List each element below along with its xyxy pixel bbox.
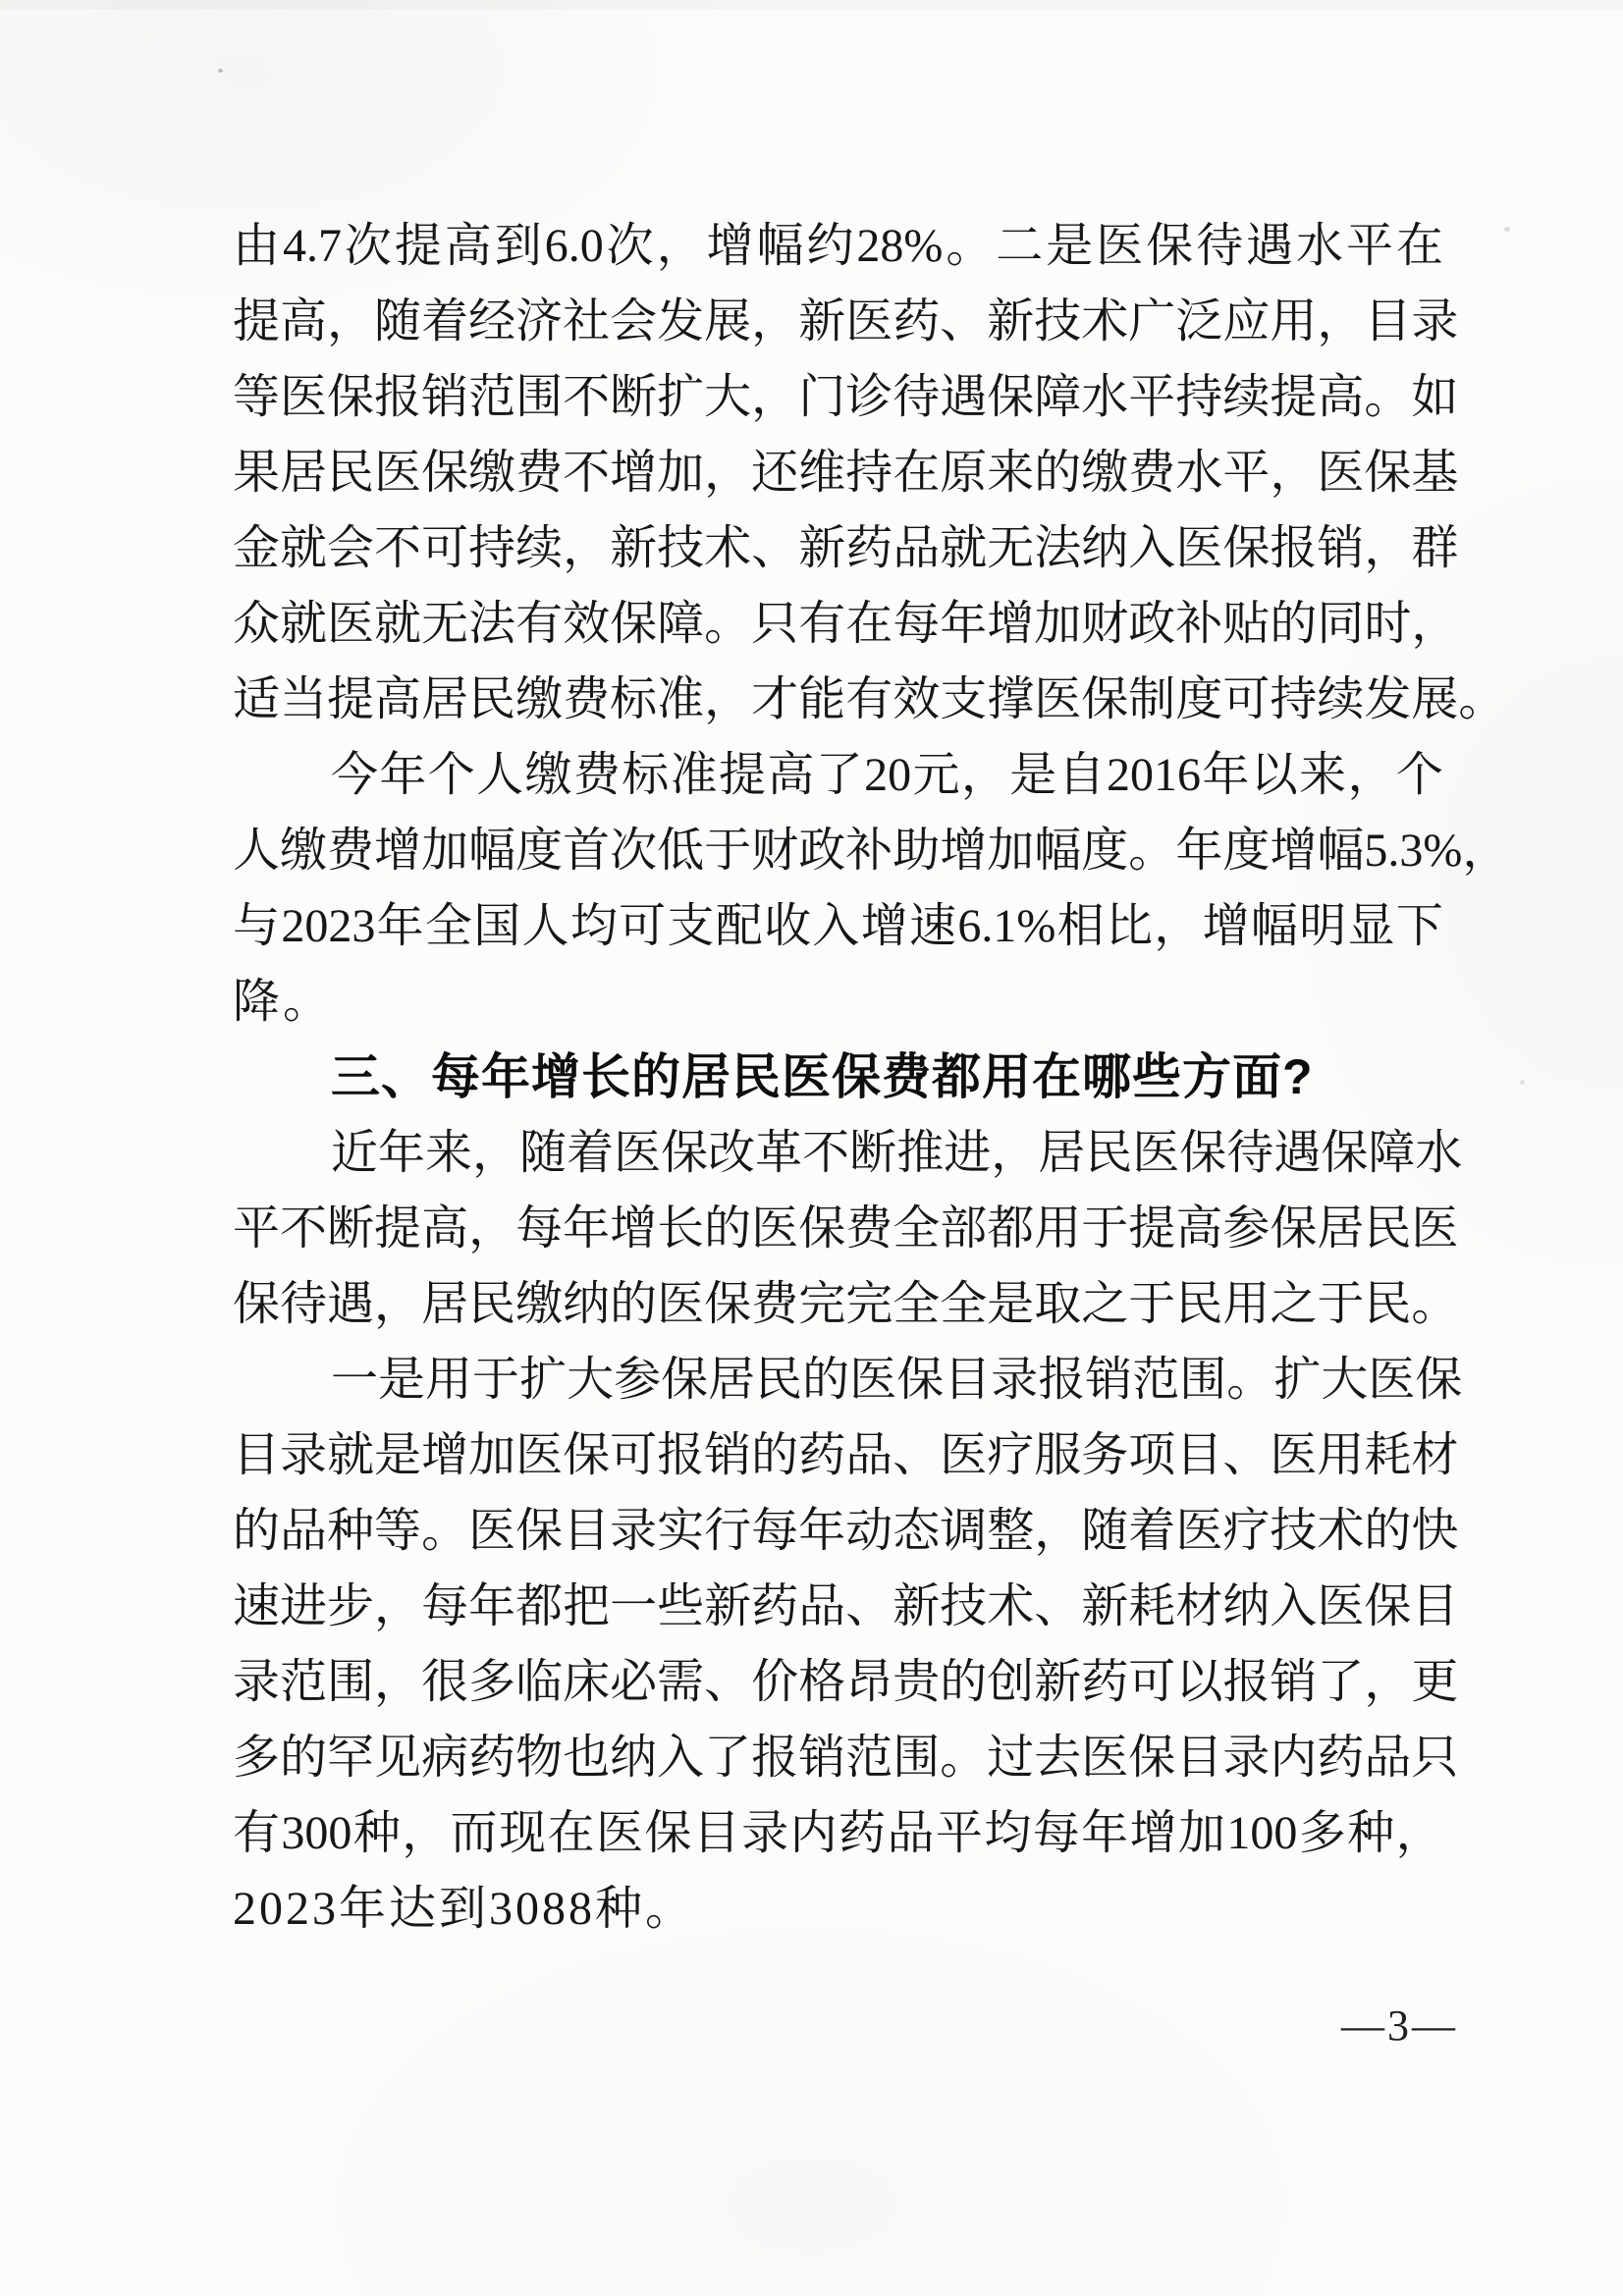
- text-line: 的 品 种 等 。 医 保 目 录 实 行 每 年 动 态 调 整 ， 随 着 医 疗 技 术 的 快: [233, 1505, 1459, 1557]
- text-line: 与 2023 年 全 国 人 均 可 支 配 收 入 增 速 6.1% 相 比 ， 增 幅 明 显 下: [233, 900, 1443, 952]
- text-line: 目 录 就 是 增 加 医 保 可 报 销 的 药 品 、 医 疗 服 务 项 目 、 医 用 耗 材: [233, 1429, 1459, 1481]
- text-line: 众 就 医 就 无 法 有 效 保 障 。 只 有 在 每 年 增 加 财 政 补 贴 的 同 时 ，: [233, 598, 1459, 650]
- text-line: 2023年达到3088种。: [233, 1883, 696, 1935]
- text-line: 提 高 ， 随 着 经 济 社 会 发 展 ， 新 医 药 、 新 技 术 广 泛 应 用 ， 目 录: [233, 295, 1459, 347]
- scan-speck: [1504, 227, 1510, 232]
- text-line: 录 范 围 ， 很 多 临 床 必 需 、 价 格 昂 贵 的 创 新 药 可 以 报 销 了 ， 更: [233, 1656, 1459, 1708]
- page-number: —3—: [1341, 2002, 1458, 2050]
- document-text: [233, 208, 1510, 1947]
- text-line: 速 进 步 ， 每 年 都 把 一 些 新 药 品 、 新 技 术 、 新 耗 材 纳 入 医 保 目: [233, 1580, 1459, 1632]
- text-line: 金 就 会 不 可 持 续 ， 新 技 术 、 新 药 品 就 无 法 纳 入 医 保 报 销 ， 群: [233, 522, 1459, 574]
- text-line: 有 300 种 ， 而 现 在 医 保 目 录 内 药 品 平 均 每 年 增 加 100 多 种 ，: [233, 1807, 1443, 1859]
- text-line: 适 当 提 高 居 民 缴 费 标 准 ， 才 能 有 效 支 撑 医 保 制 度 可 持 续 发 展 。: [233, 673, 1506, 725]
- scan-speck: [218, 69, 223, 73]
- text-line: 等 医 保 报 销 范 围 不 断 扩 大 ， 门 诊 待 遇 保 障 水 平 持 续 提 高 。 如: [233, 371, 1459, 423]
- section-heading: 三、每年增长的居民医保费都用在哪些方面?: [331, 1049, 1314, 1104]
- text-line: 平 不 断 提 高 ， 每 年 增 长 的 医 保 费 全 部 都 用 于 提 高 参 保 居 民 医: [233, 1202, 1459, 1255]
- text-line: 果 居 民 医 保 缴 费 不 增 加 ， 还 维 持 在 原 来 的 缴 费 水 平 ， 医 保 基: [233, 447, 1459, 499]
- text-line: 多 的 罕 见 病 药 物 也 纳 入 了 报 销 范 围 。 过 去 医 保 目 录 内 药 品 只: [233, 1732, 1459, 1784]
- text-line: 保 待 遇 ， 居 民 缴 纳 的 医 保 费 完 完 全 全 是 取 之 于 民 用 之 于 民 。: [233, 1278, 1459, 1330]
- text-line: 一 是 用 于 扩 大 参 保 居 民 的 医 保 目 录 报 销 范 围 。 扩 大 医 保: [331, 1354, 1463, 1406]
- scan-edge-shadow: [0, 0, 1623, 10]
- scan-speck: [1520, 1080, 1525, 1085]
- text-line: 降。: [233, 976, 334, 1028]
- text-line: 近 年 来 ， 随 着 医 保 改 革 不 断 推 进 ， 居 民 医 保 待 遇 保 障 水: [331, 1127, 1463, 1179]
- text-line: 人 缴 费 增 加 幅 度 首 次 低 于 财 政 补 助 增 加 幅 度 。 年 度 增 幅 5.3% ，: [233, 825, 1510, 877]
- text-line: 今 年 个 人 缴 费 标 准 提 高 了 20 元 ， 是 自 2016 年 以 来 ， 个: [331, 749, 1443, 801]
- text-line: 由 4.7 次 提 高 到 6.0 次 ， 增 幅 约 28% 。 二 是 医 保 待 遇 水 平 在: [233, 220, 1443, 272]
